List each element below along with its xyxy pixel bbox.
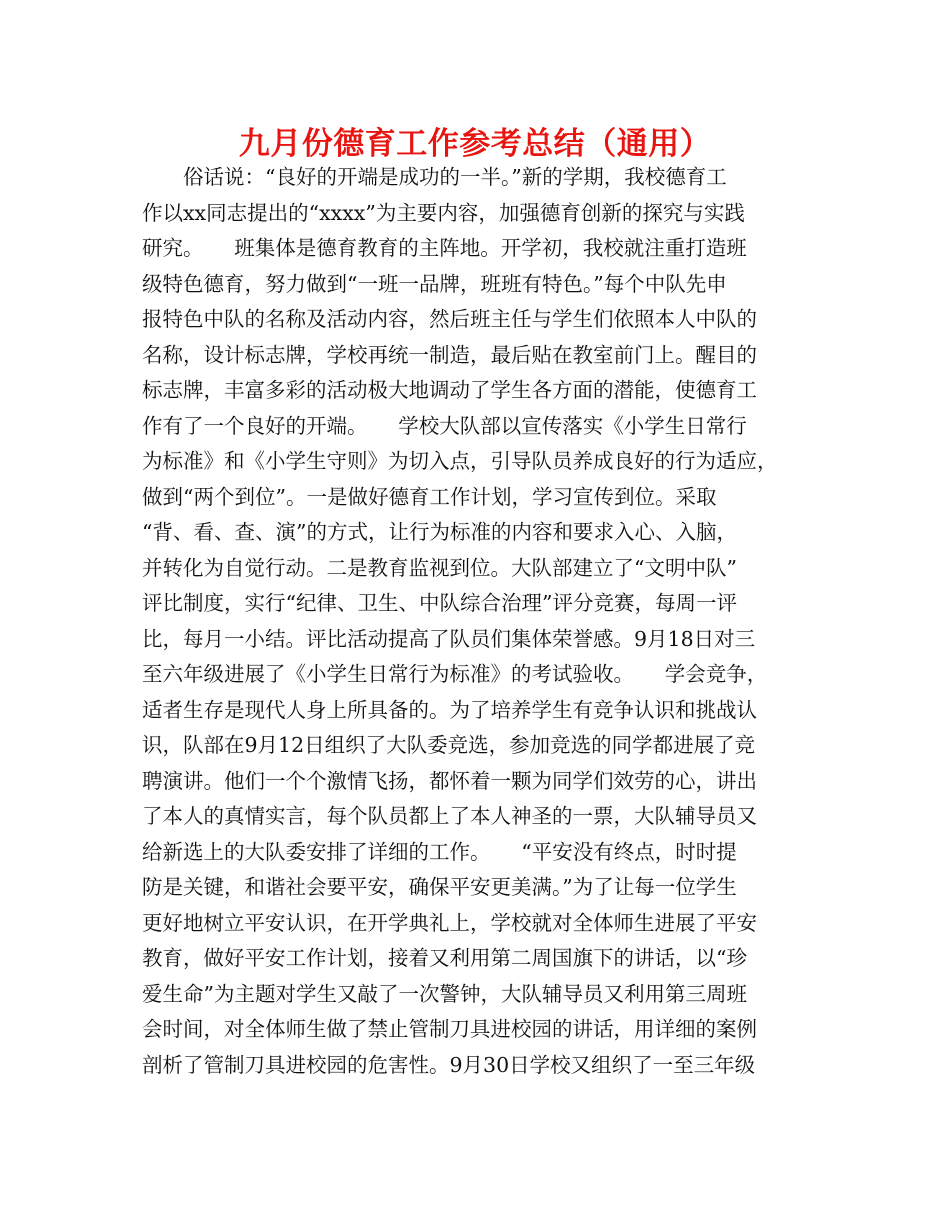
body-line: 俗话说：“良好的开端是成功的一半。”新的学期，我校德育工: [142, 165, 727, 189]
body-line: 级特色德育，努力做到“一班一品牌，班班有特色。”每个中队先申: [142, 271, 727, 296]
body-line: 研究。 班集体是德育教育的主阵地。开学初，我校就注重打造班: [142, 236, 747, 260]
document-title: 九月份德育工作参考总结（通用）: [238, 126, 712, 162]
body-line: 识，队部在9月12日组织了大队委竞选，参加竞选的同学都进展了竞: [142, 733, 756, 757]
body-line: 名称，设计标志牌，学校再统一制造，最后贴在教室前门上。醒目的: [142, 342, 757, 367]
body-line: 更好地树立平安认识，在开学典礼上，学校就对全体师生进展了平安: [142, 910, 757, 935]
body-line: 适者生存是现代人身上所具备的。为了培养学生有竞争认识和挑战认: [142, 697, 757, 722]
body-line: 标志牌，丰富多彩的活动极大地调动了学生各方面的潜能，使德育工: [142, 378, 757, 402]
body-line: 防是关键，和谐社会要平安，确保平安更美满。”为了让每一位学生: [142, 875, 737, 899]
body-line: 并转化为自觉行动。二是教育监视到位。大队部建立了“文明中队”: [142, 555, 737, 580]
body-line: 比，每月一小结。评比活动提高了队员们集体荣誉感。9月18日对三: [142, 626, 756, 651]
body-line: 给新选上的大队委安排了详细的工作。 “平安没有终点，时时提: [142, 839, 737, 864]
document-body: [142, 160, 822, 1083]
body-line: 会时间，对全体师生做了禁止管制刀具进校园的讲话，用详细的案例: [142, 1017, 757, 1041]
body-line: 报特色中队的名称及活动内容，然后班主任与学生们依照本人中队的: [142, 307, 757, 331]
body-line: 剖析了管制刀具进校园的危害性。9月30日学校又组织了一至三年级: [142, 1052, 756, 1077]
body-line: 作以xx同志提出的“xxxx”为主要内容，加强德育创新的探究与实践: [142, 200, 745, 225]
body-line: 教育，做好平安工作计划，接着又利用第二周国旗下的讲话，以“珍: [142, 946, 747, 970]
body-line: 为标准》和《小学生守则》为切入点，引导队员养成良好的行为适应，: [142, 449, 778, 473]
body-line: 至六年级进展了《小学生日常行为标准》的考试验收。 学会竞争，: [142, 662, 768, 686]
body-line: 爱生命”为主题对学生又敲了一次警钟，大队辅导员又利用第三周班: [142, 981, 747, 1006]
body-line: 做到“两个到位”。一是做好德育工作计划，学习宣传到位。采取: [142, 484, 717, 509]
body-line: 作有了一个良好的开端。 学校大队部以宣传落实《小学生日常行: [142, 413, 747, 438]
body-line: 聘演讲。他们一个个激情飞扬，都怀着一颗为同学们效劳的心，讲出: [142, 768, 757, 793]
body-line: 评比制度，实行“纪律、卫生、中队综合治理”评分竞赛，每周一评: [142, 591, 737, 615]
body-line: “背、看、查、演”的方式，让行为标准的内容和要求入心、入脑，: [142, 520, 737, 544]
body-line: 了本人的真情实言，每个队员都上了本人神圣的一票，大队辅导员又: [142, 804, 757, 828]
